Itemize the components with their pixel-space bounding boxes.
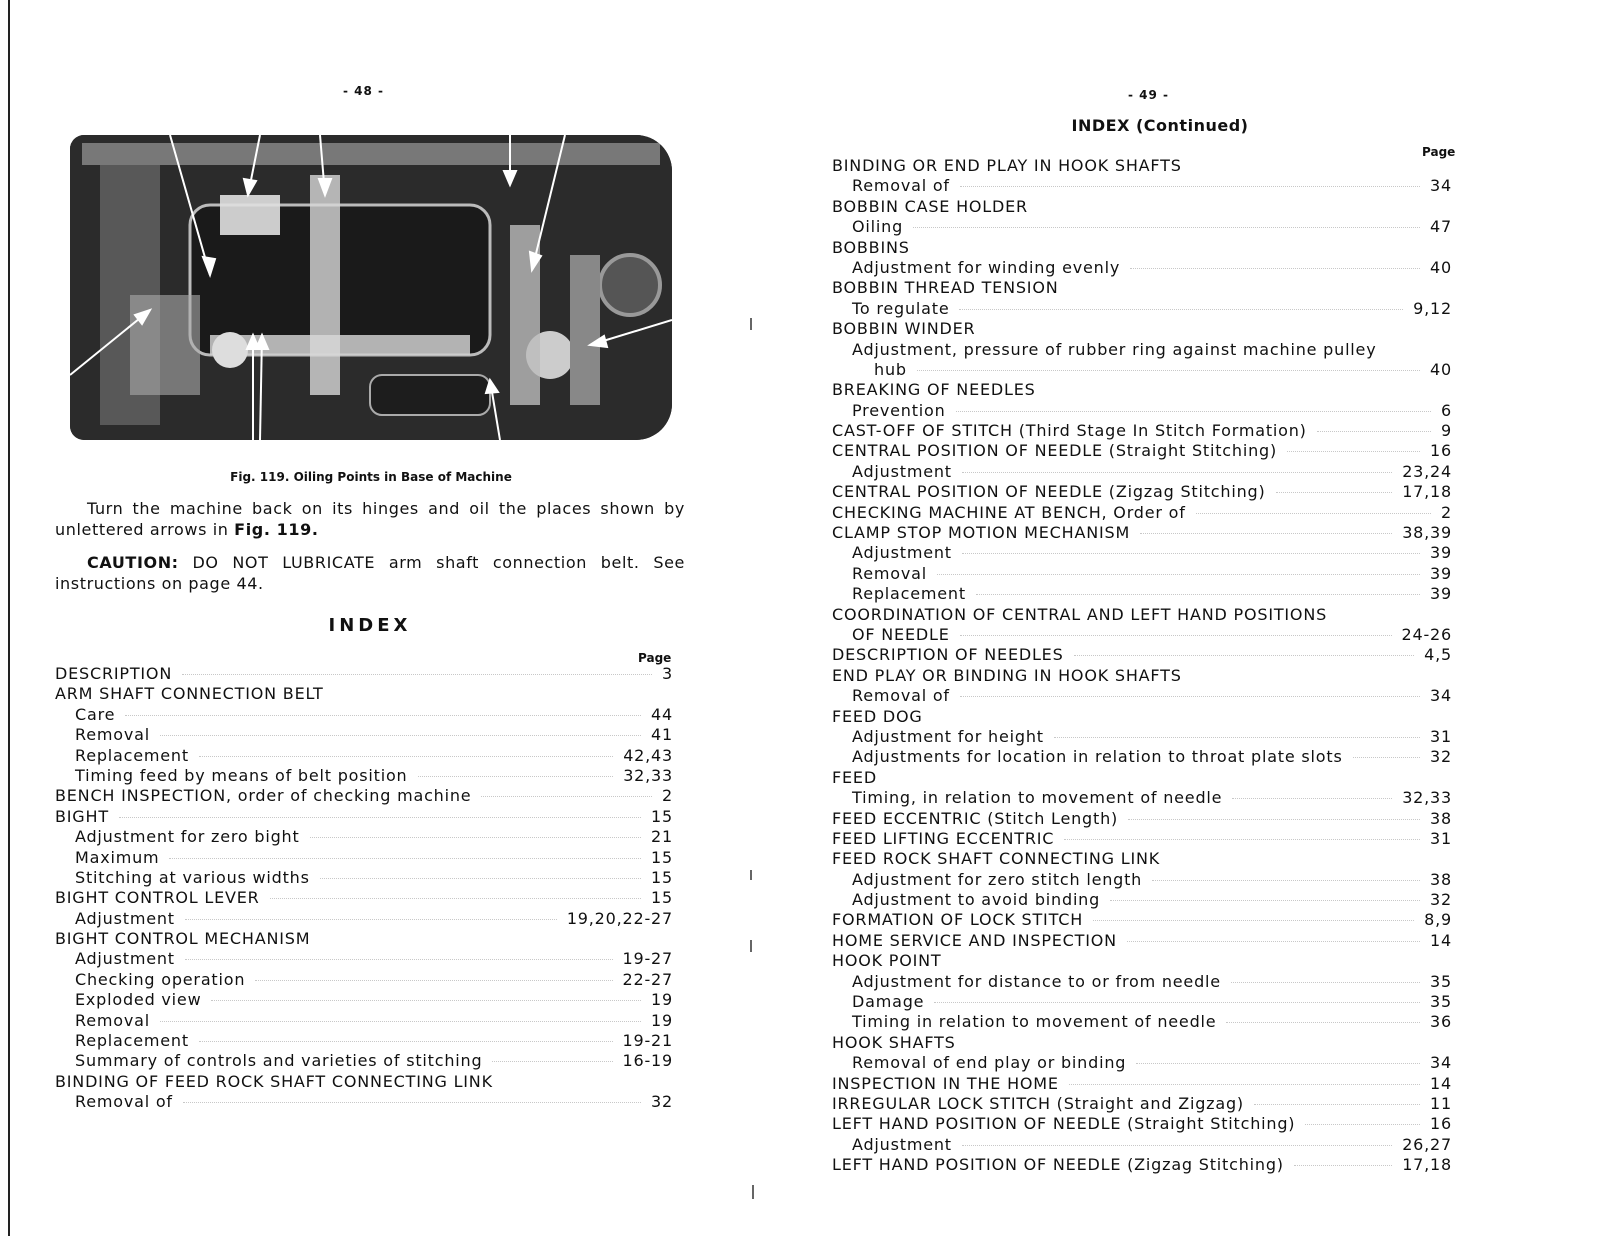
page-column-header: Page [1422,145,1456,159]
machine-base-illustration [70,135,672,440]
index-entry-page: 16 [1430,1114,1452,1134]
leader-dots [160,1021,641,1022]
leader-dots [182,674,652,675]
caution-label: CAUTION: [87,553,179,572]
index-entry [832,1074,1452,1094]
index-entry-page: 15 [651,847,673,867]
index-subentry [832,747,1452,767]
index-entry-page: 15 [651,806,673,826]
index-entry-label: Removal [75,1010,150,1030]
index-subentry [832,462,1452,482]
index-entry-label: BREAKING OF NEEDLES [832,380,1036,400]
index-entry-page: 39 [1430,543,1452,563]
leader-dots [125,715,641,716]
leader-dots [1074,655,1415,656]
index-entry-label: hub [874,359,907,379]
caution-text: DO NOT LUBRICATE arm shaft connection belt. See instructions on page 44. [55,553,685,593]
index-entry-label: FEED LIFTING ECCENTRIC [832,828,1055,848]
index-entry [832,421,1452,441]
index-entry-page: 19 [651,1010,673,1030]
index-entry-page: 38,39 [1402,523,1452,543]
index-entry-label: FEED ECCENTRIC (Stitch Length) [832,808,1119,828]
index-entry-page: 17,18 [1402,1155,1452,1175]
leader-dots [255,980,612,981]
index-entry-label: Care [75,704,116,724]
index-entry [55,684,673,704]
leader-dots [976,594,1420,595]
index-entry-page: 15 [651,867,673,887]
index-continued-title: INDEX (Continued) [1071,116,1249,135]
index-entry-label: Replacement [852,584,966,604]
index-entry-page: 19-27 [622,949,673,969]
index-entry [832,1094,1452,1114]
index-entry [832,849,1452,869]
index-entry-label: BIGHT CONTROL LEVER [55,888,260,908]
leader-dots [1140,533,1392,534]
index-entry [832,951,1452,971]
index-subentry [55,705,673,725]
index-entry-page: 31 [1430,828,1452,848]
index-entry-label: Removal [75,725,150,745]
leader-dots [1287,451,1420,452]
index-entry [832,931,1452,951]
leader-dots [199,756,613,757]
index-entry [832,666,1452,686]
index-entry-label: BOBBINS [832,237,910,257]
index-entry-label: Oiling [852,217,904,237]
figure-caption: Fig. 119. Oiling Points in Base of Machine [230,470,512,484]
index-entry-label: BOBBIN THREAD TENSION [832,278,1059,298]
index-entry-label: BOBBIN CASE HOLDER [832,196,1028,216]
index-entry-label: Stitching at various widths [75,867,310,887]
index-entry-page: 24-26 [1401,624,1452,644]
index-entry [832,645,1452,665]
index-entry-label: CAST-OFF OF STITCH (Third Stage In Stitch Formation) [832,421,1307,441]
leader-dots [937,574,1420,575]
index-entry-page: 19,20,22-27 [566,908,673,928]
index-entry-page: 22-27 [622,969,673,989]
index-subentry [55,949,673,969]
figure-reference: Fig. 119. [234,520,319,539]
index-entry-label: HOOK POINT [832,951,942,971]
index-list-right [832,156,1452,1176]
leader-dots [211,1000,641,1001]
index-subentry [832,992,1452,1012]
index-entry-label: Replacement [75,1031,189,1051]
index-entry-label: Adjustments for location in relation to throat plate slots [852,747,1343,767]
leader-dots [1127,941,1420,942]
index-entry-label: ARM SHAFT CONNECTION BELT [55,684,324,704]
index-entry [55,807,673,827]
index-entry-page: 44 [651,704,673,724]
index-subentry [832,727,1452,747]
leader-dots [1226,1022,1420,1023]
index-entry-page: 40 [1430,359,1452,379]
index-entry [832,809,1452,829]
figure-machine-base-photo [70,135,672,440]
caution-paragraph [55,552,685,594]
index-entry-label: Adjustment for height [852,726,1044,746]
page-number: - 49 - [1128,88,1170,102]
index-entry-label: Adjustment [75,908,175,928]
index-entry-label: Adjustment for winding evenly [852,257,1121,277]
index-subentry [832,564,1452,584]
leader-dots [959,309,1403,310]
index-entry-page: 31 [1430,726,1452,746]
index-subentry [832,625,1452,645]
index-entry-label: CENTRAL POSITION OF NEEDLE (Straight Stitching) [832,441,1278,461]
index-entry-page: 38 [1430,808,1452,828]
leader-dots [185,959,613,960]
index-subentry [55,848,673,868]
index-entry-page: 15 [651,888,673,908]
index-subentry [832,258,1452,278]
scan-mark [752,1185,754,1199]
index-entry-page: 8,9 [1424,910,1452,930]
index-subentry [55,1011,673,1031]
index-entry [832,1155,1452,1175]
index-entry [832,156,1452,176]
index-entry [832,238,1452,258]
index-subentry [55,970,673,990]
leader-dots [962,553,1420,554]
index-entry-label: To regulate [852,298,950,318]
index-entry-label: LEFT HAND POSITION OF NEEDLE (Straight Stitching) [832,1114,1296,1134]
index-entry-label: BENCH INSPECTION, order of checking machine [55,786,472,806]
index-entry-page: 9 [1441,421,1452,441]
index-entry-label: Checking operation [75,969,246,989]
index-entry-label: FEED DOG [832,706,923,726]
index-entry-label: FEED [832,767,877,787]
leader-dots [310,837,641,838]
index-entry-label: Damage [852,992,925,1012]
leader-dots [1136,1063,1420,1064]
index-entry-page: 34 [1430,176,1452,196]
scan-mark [750,318,752,330]
index-entry [832,380,1452,400]
index-entry-page: 35 [1430,992,1452,1012]
leader-dots [418,776,614,777]
index-subentry [832,1053,1452,1073]
index-subentry [832,360,1452,380]
index-entry-label: BOBBIN WINDER [832,319,976,339]
leader-dots [962,1145,1392,1146]
leader-dots [1232,798,1392,799]
index-entry-page: 32,33 [623,765,673,785]
index-entry-label: Adjustment for zero bight [75,827,300,847]
index-entry-label: END PLAY OR BINDING IN HOOK SHAFTS [832,665,1182,685]
index-entry-page: 47 [1430,217,1452,237]
index-entry [832,278,1452,298]
index-entry-label: Removal of [852,686,950,706]
index-entry-label: BINDING OF FEED ROCK SHAFT CONNECTING LINK [55,1071,493,1091]
index-entry-page: 40 [1430,257,1452,277]
index-entry-label: HOOK SHAFTS [832,1032,956,1052]
index-entry-page: 39 [1430,584,1452,604]
index-entry-page: 35 [1430,971,1452,991]
leader-dots [962,472,1392,473]
index-entry-label: Adjustment for distance to or from needle [852,971,1221,991]
index-entry-page: 3 [662,664,673,683]
index-entry-page: 32 [1430,747,1452,767]
index-subentry [55,725,673,745]
index-entry-label: Adjustment [852,461,952,481]
index-entry [832,482,1452,502]
index-list-left [55,664,673,1113]
index-entry-page: 16-19 [622,1051,673,1071]
index-subentry [832,1135,1452,1155]
index-entry-label: Removal of end play or binding [852,1053,1127,1073]
index-subentry [55,827,673,847]
leader-dots [1069,1084,1420,1085]
leader-dots [1054,737,1420,738]
leader-dots [1064,839,1420,840]
index-entry-label: CHECKING MACHINE AT BENCH, Order of [832,502,1186,522]
index-entry-page: 19-21 [622,1031,673,1051]
index-entry [832,441,1452,461]
leader-dots [934,1002,1420,1003]
index-entry [55,786,673,806]
index-entry-page: 34 [1430,686,1452,706]
index-entry-page: 36 [1430,1012,1452,1032]
scan-mark [750,870,752,880]
leader-dots [320,878,641,879]
leader-dots [119,817,641,818]
index-entry [55,1072,673,1092]
index-entry-label: Maximum [75,847,160,867]
leader-dots [1294,1165,1392,1166]
leader-dots [956,411,1431,412]
leader-dots [199,1041,613,1042]
index-entry-label: DESCRIPTION [55,664,173,683]
index-subentry [832,217,1452,237]
index-subentry [832,299,1452,319]
index-entry-label: OF NEEDLE [852,624,950,644]
index-entry [832,1114,1452,1134]
index-entry-page: 34 [1430,1053,1452,1073]
index-entry-label: Exploded view [75,990,202,1010]
index-subentry [832,890,1452,910]
index-entry [832,503,1452,523]
index-subentry [832,972,1452,992]
index-entry-page: 39 [1430,563,1452,583]
index-subentry [832,543,1452,563]
index-entry-label: BINDING OR END PLAY IN HOOK SHAFTS [832,156,1182,175]
leader-dots [160,735,641,736]
index-entry-label: Summary of controls and varieties of stitching [75,1051,483,1071]
leader-dots [1231,982,1420,983]
index-subentry [55,990,673,1010]
index-subentry [55,746,673,766]
index-entry-label: Timing, in relation to movement of needle [852,788,1223,808]
leader-dots [183,1102,641,1103]
leader-dots [960,635,1392,636]
scan-mark [750,940,752,952]
index-entry [832,707,1452,727]
leader-dots [185,919,557,920]
index-entry-label: Timing feed by means of belt position [75,765,408,785]
page-number: - 48 - [343,84,385,98]
index-entry-page: 9,12 [1413,298,1452,318]
index-entry-page: 23,24 [1402,461,1452,481]
leader-dots [1128,819,1420,820]
index-entry [832,605,1452,625]
leader-dots [270,898,641,899]
index-entry [832,1033,1452,1053]
leader-dots [1254,1104,1420,1105]
index-entry-page: 16 [1430,441,1452,461]
index-entry-page: 42,43 [623,745,673,765]
index-subentry [55,1051,673,1071]
leader-dots [1196,513,1431,514]
index-entry [832,768,1452,788]
index-subentry [832,870,1452,890]
index-entry-page: 11 [1430,1093,1452,1113]
leader-dots [1353,757,1420,758]
leader-dots [481,796,652,797]
index-title: INDEX [328,615,412,636]
index-entry-label: Removal of [75,1092,173,1112]
index-entry-label: FORMATION OF LOCK STITCH [832,910,1084,930]
index-entry-page: 14 [1430,930,1452,950]
leader-dots [1152,880,1420,881]
index-entry-label: Adjustment [75,949,175,969]
index-entry [55,888,673,908]
index-entry-page: 32 [1430,890,1452,910]
index-entry [832,197,1452,217]
index-entry-page: 17,18 [1402,482,1452,502]
index-entry-page: 2 [1441,502,1452,522]
index-subentry [55,868,673,888]
index-entry [832,319,1452,339]
leader-dots [913,227,1420,228]
leader-dots [1305,1124,1420,1125]
index-entry-label: DESCRIPTION OF NEEDLES [832,645,1064,665]
page-column-header: Page [638,651,672,665]
leader-dots [917,370,1420,371]
index-entry-page: 32 [651,1092,673,1112]
leader-dots [1110,900,1420,901]
index-entry-label: Adjustment [852,1134,952,1154]
index-subentry [55,1092,673,1112]
leader-dots [1276,492,1393,493]
left-page [0,0,760,1236]
index-entry-label: BIGHT CONTROL MECHANISM [55,929,311,949]
index-entry [832,829,1452,849]
index-entry-page: 21 [651,827,673,847]
index-subentry [832,584,1452,604]
leader-dots [169,858,641,859]
index-entry-label: COORDINATION OF CENTRAL AND LEFT HAND POSITIONS [832,604,1328,624]
index-subentry [55,766,673,786]
oiling-instruction-paragraph [55,498,685,540]
index-entry-label: Adjustment, pressure of rubber ring against machine pulley [852,339,1377,359]
index-subentry [832,788,1452,808]
index-entry-label: CENTRAL POSITION OF NEEDLE (Zigzag Stitching) [832,482,1266,502]
index-entry-label: BIGHT [55,806,109,826]
index-entry-page: 4,5 [1424,645,1452,665]
index-subentry [832,686,1452,706]
index-entry-page: 14 [1430,1073,1452,1093]
index-subentry [832,340,1452,360]
index-entry-label: LEFT HAND POSITION OF NEEDLE (Zigzag Stitching) [832,1155,1284,1175]
leader-dots [492,1061,612,1062]
index-entry-label: Timing in relation to movement of needle [852,1012,1217,1032]
index-entry-label: Removal [852,563,927,583]
index-entry-page: 19 [651,990,673,1010]
index-entry-page: 6 [1441,400,1452,420]
index-entry-label: Removal of [852,176,950,196]
index-subentry [55,909,673,929]
index-entry-page: 38 [1430,869,1452,889]
index-entry [55,664,673,684]
index-entry-page: 32,33 [1402,788,1452,808]
leader-dots [1317,431,1431,432]
index-subentry [832,176,1452,196]
index-entry-label: IRREGULAR LOCK STITCH (Straight and Zigzag) [832,1093,1244,1113]
index-entry-page: 41 [651,725,673,745]
index-entry-label: Adjustment to avoid binding [852,890,1101,910]
index-entry [55,929,673,949]
index-entry [832,910,1452,930]
index-entry [832,523,1452,543]
oiling-instruction-text: Turn the machine back on its hinges and oil the places shown by unlettered arrows in [55,499,685,539]
index-subentry [832,401,1452,421]
index-entry-label: HOME SERVICE AND INSPECTION [832,930,1117,950]
leader-dots [960,696,1420,697]
index-entry-label: FEED ROCK SHAFT CONNECTING LINK [832,849,1161,869]
index-entry-label: Replacement [75,745,189,765]
index-entry-label: INSPECTION IN THE HOME [832,1073,1059,1093]
leader-dots [960,186,1420,187]
index-entry-label: Adjustment [852,543,952,563]
index-entry-page: 26,27 [1402,1134,1452,1154]
index-entry-label: Prevention [852,400,946,420]
index-entry-page: 2 [662,786,673,806]
index-subentry [55,1031,673,1051]
index-subentry [832,1012,1452,1032]
leader-dots [1093,920,1414,921]
leader-dots [1130,268,1420,269]
index-entry-label: Adjustment for zero stitch length [852,869,1143,889]
index-entry-label: CLAMP STOP MOTION MECHANISM [832,523,1131,543]
